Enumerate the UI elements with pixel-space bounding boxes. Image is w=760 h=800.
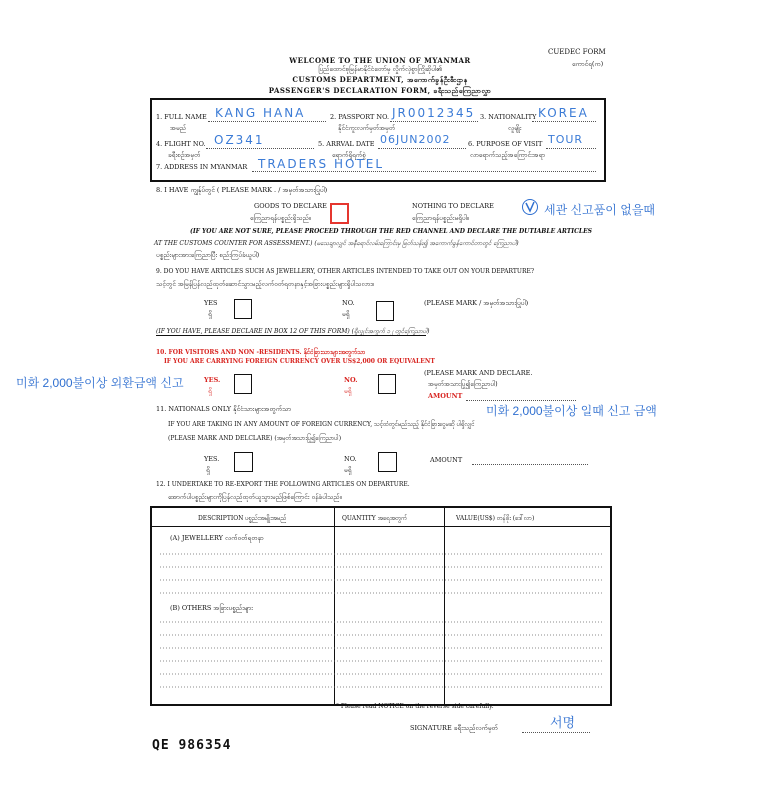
nationality-label: 3. NATIONALITY bbox=[480, 113, 537, 121]
q11-title: 11. NATIONALS ONLY နိုင်ငံသားများအတွက်သာ bbox=[156, 405, 292, 413]
dept-title: CUSTOMS DEPARTMENT, အကောက်ခွန်ဦးစီးဌာန bbox=[292, 75, 468, 84]
nothing-to-declare-checkbox[interactable] bbox=[522, 199, 538, 215]
form-code: CUEDEC FORM bbox=[548, 48, 606, 56]
address-label: 7. ADDRESS IN MYANMAR bbox=[156, 163, 248, 171]
q11-yes-my: ရှိ bbox=[206, 466, 210, 474]
q9-note: (IF YOU HAVE, PLEASE DECLARE IN BOX 12 OF THIS FORM) (ရှိလျှင်အကွက် ၁၂ တွင်ကြေညာပါ) bbox=[156, 328, 430, 335]
q9-yes-checkbox[interactable] bbox=[234, 299, 252, 319]
address-line bbox=[252, 171, 596, 172]
serial-number: QE 986354 bbox=[152, 738, 232, 753]
q11-yes-checkbox[interactable] bbox=[234, 452, 253, 472]
table-dotted-lines bbox=[152, 508, 610, 704]
q11-no-my: မရှိ bbox=[344, 466, 352, 474]
q9-no: NO. bbox=[342, 299, 355, 307]
q10-line2: IF YOU ARE CARRYING FOREIGN CURRENCY OVER US$2,000 OR EQUIVALENT bbox=[164, 358, 435, 365]
q11-mark: (PLEASE MARK AND DELCLARE) (အမှတ်အသားပြု၍ကြေညာပါ) bbox=[168, 435, 342, 442]
foreign-currency-annotation: 미화 2,000불이상 외환금액 신고 bbox=[16, 376, 184, 390]
passport-value[interactable]: JR0012345 bbox=[392, 106, 476, 120]
signature-annotation: 서명 bbox=[550, 715, 576, 730]
q11-line: IF YOU ARE TAKING IN ANY AMOUNT OF FOREIGN CURRENCY, သင့်ထံတွင်မည်သည့် နိုင်ငံခြားငွေမဆို ပါရှိလျှင် bbox=[168, 421, 475, 428]
passport-line bbox=[390, 121, 478, 122]
flight-label: 4. FLIGHT NO. bbox=[156, 140, 206, 148]
welcome-title-my: ပြည်ထောင်စုမြန်မာနိုင်ငံတော်မှ လှိုက်လှဲစွာကြိုဆိုပါ၏ bbox=[318, 65, 442, 73]
arrival-line bbox=[378, 148, 466, 149]
q10-no: NO. bbox=[344, 376, 358, 384]
q10-no-my: မရှိ bbox=[344, 387, 352, 395]
q10-yes: YES. bbox=[204, 376, 221, 384]
notice-text: * Please read NOTICE on the reverse side carefully. bbox=[336, 703, 494, 710]
reexport-table bbox=[150, 506, 612, 706]
purpose-label-my: လာရောက်သည့်အကြောင်းအရာ bbox=[470, 151, 546, 159]
flight-line bbox=[206, 148, 314, 149]
purpose-line bbox=[546, 148, 596, 149]
flight-label-my: ခရီးစဉ်အမှတ် bbox=[168, 151, 201, 159]
q9-title-my: သင့်တွင် အမြန်ပြန်လည်ထုတ်ဆောင်သွားမည့်လက်ဝတ်ရတနာနှင့်အခြားပစ္စည်းများရှိပါသလား။ bbox=[156, 280, 374, 288]
nationality-label-my: လူမျိုး bbox=[508, 124, 522, 132]
q10-amount-line[interactable] bbox=[466, 400, 576, 401]
q9-title: 9. DO YOU HAVE ARTICLES SUCH AS JEWELLERY, OTHER ARTICLES INTENDED TO TAKE OUT ON YOUR DEPARTURE? bbox=[156, 268, 535, 275]
q9-no-checkbox[interactable] bbox=[376, 301, 394, 321]
nationality-line bbox=[532, 121, 596, 122]
full-name-label-my: အမည် bbox=[170, 124, 186, 132]
form-title: PASSENGER'S DECLARATION FORM, ခရီးသည်ကြေညာလွှာ bbox=[268, 86, 492, 95]
full-name-line bbox=[208, 121, 326, 122]
q8-title: 8. I HAVE ကျွန်ုပ်တွင် ( PLEASE MARK . / အမှတ်အသားပြုပါ) bbox=[156, 186, 328, 194]
passport-label: 2. PASSPORT NO. bbox=[330, 113, 390, 121]
group-others: (B) OTHERS အခြားပစ္စည်းများ bbox=[170, 604, 253, 612]
signature-line[interactable] bbox=[522, 732, 590, 733]
q10-amount-label: AMOUNT bbox=[428, 392, 463, 400]
arrival-label: 5. ARRVAL DATE bbox=[318, 140, 375, 148]
q11-amount-label: AMOUNT bbox=[430, 456, 463, 464]
q12-title-my: အောက်ပါပစ္စည်းများကိုပြန်လည်ထုတ်ယူသွားမည်ဖြစ်ကြောင်း ဝန်ခံပါသည်။ bbox=[168, 493, 342, 501]
q10-mark-my: အမှတ်အသားပြု၍ကြေညာပါ) bbox=[428, 380, 498, 388]
q11-no: NO. bbox=[344, 455, 357, 463]
col-quantity: QUANTITY အရေအတွက် bbox=[342, 515, 408, 522]
arrival-label-my: ရောက်ရှိရက်စွဲ bbox=[332, 151, 366, 159]
q9-yes-my: ရှိ bbox=[208, 310, 212, 318]
passport-label-my: နိုင်ငံကူးလက်မှတ်အမှတ် bbox=[338, 124, 396, 132]
q10-title: 10. FOR VISITORS AND NON -RESIDENTS. နိုင်ငံခြားသားများအတွက်သာ bbox=[156, 349, 366, 356]
purpose-value[interactable]: TOUR bbox=[548, 133, 584, 146]
q9-note-underline bbox=[156, 335, 426, 336]
form-code-my: ကောင်ရ(က) bbox=[572, 60, 604, 68]
q11-amount-line[interactable] bbox=[472, 464, 588, 465]
declare-amount-annotation: 미화 2,000불이상 일때 신고 금액 bbox=[486, 404, 657, 418]
q10-no-checkbox[interactable] bbox=[378, 374, 396, 394]
nothing-to-declare-annotation: 세관 신고품이 없을때 bbox=[544, 203, 655, 217]
q8-note: (IF YOU ARE NOT SURE, PLEASE PROCEED THROUGH THE RED CHANNEL AND DECLARE THE DUTIABLE ARTICLES bbox=[190, 228, 592, 235]
q8-goods-label-my: ကြေညာရန်ပစ္စည်းရှိသည်။ bbox=[250, 214, 311, 222]
check-icon bbox=[523, 200, 537, 214]
col-value: VALUE(US$) တန်ဖိုး (ဒေါ်လာ) bbox=[456, 515, 535, 522]
purpose-label: 6. PURPOSE OF VISIT bbox=[468, 140, 543, 148]
q11-no-checkbox[interactable] bbox=[378, 452, 397, 472]
q10-yes-checkbox[interactable] bbox=[234, 374, 252, 394]
q8-nothing-label: NOTHING TO DECLARE bbox=[412, 202, 494, 210]
q9-mark: (PLEASE MARK / အမှတ်အသားပြုပါ) bbox=[424, 299, 529, 307]
flight-value[interactable]: OZ341 bbox=[214, 133, 265, 147]
full-name-value[interactable]: KANG HANA bbox=[215, 106, 306, 120]
welcome-title: WELCOME TO THE UNION OF MYANMAR bbox=[289, 56, 471, 65]
q10-mark: (PLEASE MARK AND DECLARE. bbox=[424, 369, 533, 377]
goods-to-declare-checkbox[interactable] bbox=[330, 203, 349, 224]
q8-note2: AT THE CUSTOMS COUNTER FOR ASSESSMENT.) (မသေချာလျှင် အနီရောင်လမ်းကြောင်းမှ ဖြတ်သန်း၍ အကောက်ခွန်ကောင်တာတွင် ကြေညာပါ) bbox=[154, 240, 519, 247]
q8-nothing-label-my: ကြေညာရန်ပစ္စည်းမရှိပါ။ bbox=[412, 214, 469, 222]
arrival-value[interactable]: 06JUN2002 bbox=[380, 133, 451, 146]
full-name-label: 1. FULL NAME bbox=[156, 113, 207, 121]
q8-note3: ပစ္စည်းများအားကြေညာပြီး စည်းကြပ်ခံယူပါ) bbox=[156, 251, 260, 259]
nationality-value[interactable]: KOREA bbox=[538, 106, 589, 120]
col-description: DESCRIPTION ပစ္စည်းအမျိုးအမည် bbox=[198, 515, 287, 522]
q9-yes: YES bbox=[204, 299, 218, 307]
group-jewellery: (A) JEWELLERY လက်ဝတ်ရတနာ bbox=[170, 534, 264, 542]
q8-goods-label: GOODS TO DECLARE bbox=[254, 202, 327, 210]
q12-title: 12. I UNDERTAKE TO RE-EXPORT THE FOLLOWING ARTICLES ON DEPARTURE. bbox=[156, 481, 410, 488]
q10-yes-my: ရှိ bbox=[208, 387, 212, 395]
address-value[interactable]: TRADERS HOTEL bbox=[258, 157, 385, 171]
q11-yes: YES. bbox=[204, 455, 220, 463]
q9-no-my: မရှိ bbox=[342, 310, 350, 318]
signature-label: SIGNATURE ခရီးသည်လက်မှတ် bbox=[410, 724, 498, 732]
